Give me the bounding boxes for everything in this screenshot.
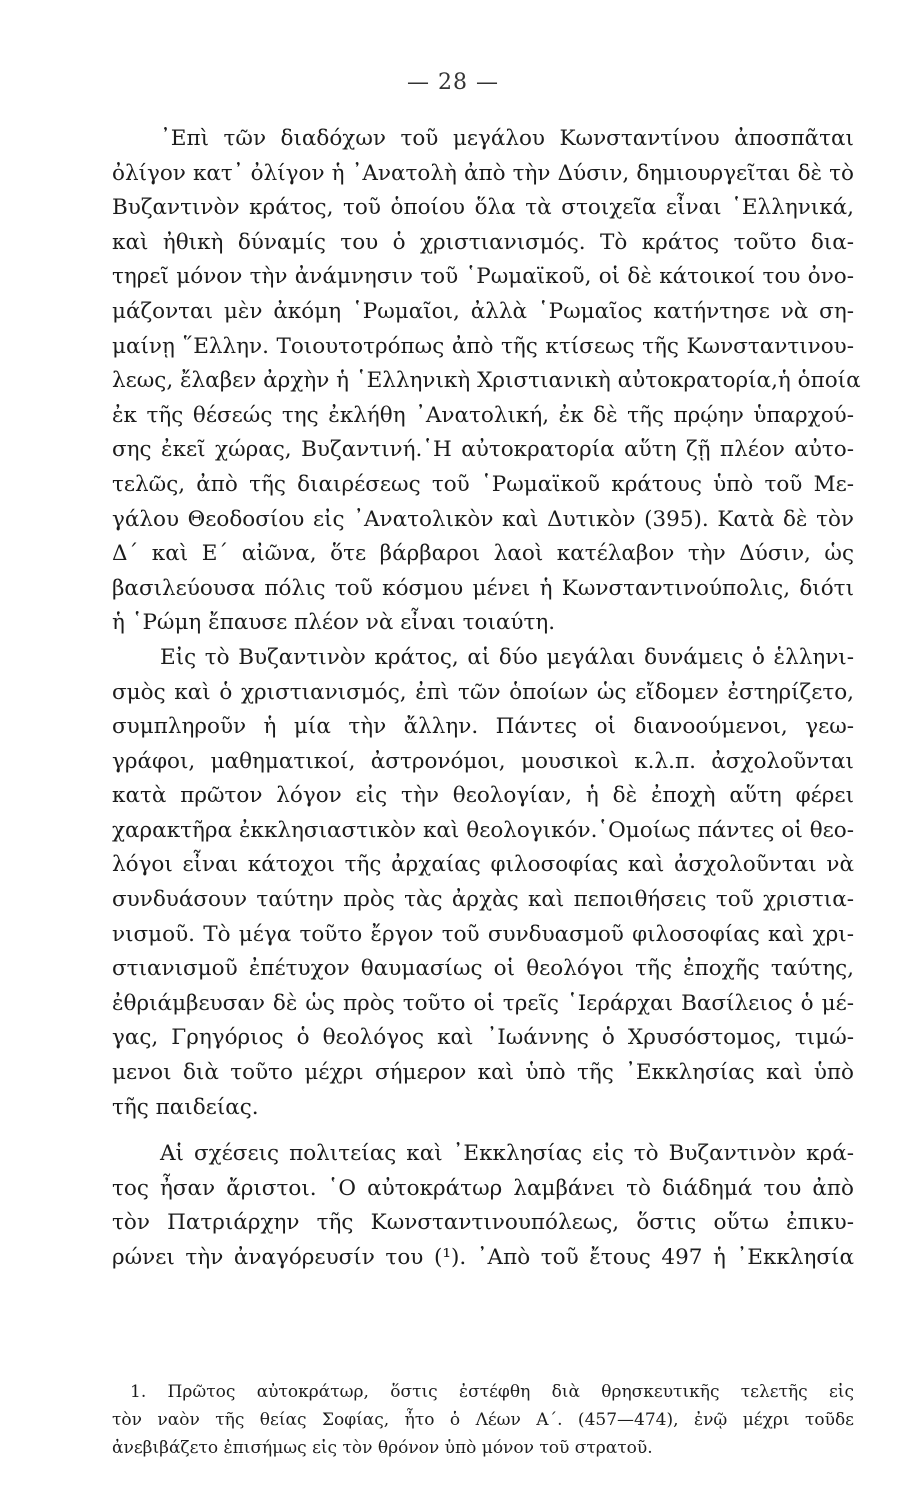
text-line: Δ´ καὶ Ε´ αἰῶνα, ὅτε βάρβαροι λαοὶ κατέλαβον τὴν Δύσιν, ὡς [112, 541, 854, 567]
body-text [112, 122, 861, 1276]
footnote-line: ἀνεβιβάζετο ἐπισήμως εἰς τὸν θρόνον ὑπὸ μόνον τοῦ στρατοῦ. [112, 1438, 653, 1458]
text-line: Βυζαντινὸν κράτος, τοῦ ὁποίου ὅλα τὰ στοιχεῖα εἶναι ῾Ελληνικά, [112, 195, 854, 221]
text-line: μενοι διὰ τοῦτο μέχρι σήμερον καὶ ὑπὸ τῆς ᾿Εκκλησίας καὶ ὑπὸ [112, 1060, 854, 1086]
text-line: τηρεῖ μόνον τὴν ἀνάμνησιν τοῦ ῾Ρωμαϊκοῦ, οἱ δὲ κάτοικοί του ὀνο- [112, 264, 854, 290]
text-line: λόγοι εἶναι κάτοχοι τῆς ἀρχαίας φιλοσοφίας καὶ ἀσχολοῦνται νὰ [112, 852, 854, 878]
text-line: τελῶς, ἀπὸ τῆς διαιρέσεως τοῦ ῾Ρωμαϊκοῦ κράτους ὑπὸ τοῦ Με- [112, 471, 854, 497]
paragraph-gap [112, 1125, 854, 1137]
text-line: τὸν Πατριάρχην τῆς Κωνσταντινουπόλεως, ὅστις οὕτω ἐπικυ- [112, 1210, 854, 1236]
text-line: ρώνει τὴν ἀναγόρευσίν του (¹). ᾿Απὸ τοῦ ἔτους 497 ἡ ᾿Εκκλησία [112, 1245, 854, 1270]
text-line: νισμοῦ. Τὸ μέγα τοῦτο ἔργον τοῦ συνδυασμοῦ φιλοσοφίας καὶ χρι- [112, 921, 854, 947]
text-line: γράφοι, μαθηματικοί, ἀστρονόμοι, μουσικοὶ κ.λ.π. ἀσχολοῦνται [112, 748, 854, 774]
footnote-line: τὸν ναὸν τῆς θείας Σοφίας, ἦτο ὁ Λέων Α΄. (457—474), ἐνῷ μέχρι τοῦδε [112, 1410, 854, 1430]
text-line: τῆς παιδείας. [112, 1094, 259, 1120]
text-line: σης ἐκεῖ χώρας, Βυζαντινή.῾Η αὐτοκρατορία αὕτη ζῇ πλέον αὐτο- [112, 437, 854, 463]
text-line: βασιλεύουσα πόλις τοῦ κόσμου μένει ἡ Κωνσταντινούπολις, διότι [112, 575, 854, 601]
text-line: Εἰς τὸ Βυζαντινὸν κράτος, αἱ δύο μεγάλαι δυνάμεις ὁ ἑλληνι- [160, 644, 854, 670]
text-line: ἐκ τῆς θέσεώς της ἐκλήθη ᾿Ανατολική, ἐκ δὲ τῆς πρῴην ὑπαρχού- [112, 402, 854, 428]
text-line: γάλου Θεοδοσίου εἰς ᾿Ανατολικὸν καὶ Δυτικὸν (395). Κατὰ δὲ τὸν [112, 506, 854, 532]
footnote-line: 1. Πρῶτος αὐτοκράτωρ, ὅστις ἐστέφθη διὰ θρησκευτικῆς τελετῆς εἰς [130, 1382, 854, 1402]
text-line: ᾿Επὶ τῶν διαδόχων τοῦ μεγάλου Κωνσταντίνου ἀποσπᾶται [160, 126, 854, 151]
text-line: ὀλίγον κατ᾿ ὀλίγον ἡ ᾿Ανατολὴ ἀπὸ τὴν Δύσιν, δημιουργεῖται δὲ τὸ [112, 160, 854, 186]
text-line: καὶ ἠθικὴ δύναμίς του ὁ χριστιανισμός. Τὸ κράτος τοῦτο δια- [112, 229, 854, 255]
text-line: Αἱ σχέσεις πολιτείας καὶ ᾿Εκκλησίας εἰς τὸ Βυζαντινὸν κρά- [160, 1141, 854, 1167]
text-line: λεως, ἔλαβεν ἀρχὴν ἡ ῾Ελληνικὴ Χριστιανικὴ αὐτοκρατορία,ἡ ὁποία [112, 368, 861, 394]
text-line: μαίνῃ ῞Ελλην. Τοιουτοτρόπως ἀπὸ τῆς κτίσεως τῆς Κωνσταντινου- [112, 333, 854, 359]
footnotes [112, 1378, 854, 1462]
text-line: τος ἦσαν ἄριστοι. ῾Ο αὐτοκράτωρ λαμβάνει τὸ διάδημά του ἀπὸ [112, 1175, 854, 1201]
text-line: ἡ ῾Ρώμη ἔπαυσε πλέον νὰ εἶναι τοιαύτη. [112, 610, 556, 636]
text-line: συνδυάσουν ταύτην πρὸς τὰς ἀρχὰς καὶ πεποιθήσεις τοῦ χριστια- [112, 887, 854, 913]
text-line: κατὰ πρῶτον λόγον εἰς τὴν θεολογίαν, ἡ δὲ ἐποχὴ αὕτη φέρει [112, 783, 854, 809]
text-line: ἐθριάμβευσαν δὲ ὡς πρὸς τοῦτο οἱ τρεῖς ῾Ιεράρχαι Βασίλειος ὁ μέ- [112, 990, 854, 1016]
text-line: συμπληροῦν ἡ μία τὴν ἄλλην. Πάντες οἱ διανοούμενοι, γεω- [112, 714, 854, 740]
text-line: γας, Γρηγόριος ὁ θεολόγος καὶ ᾿Ιωάννης ὁ Χρυσόστομος, τιμώ- [112, 1025, 854, 1051]
page-number: — 28 — [407, 70, 499, 95]
text-line: χαρακτῆρα ἐκκλησιαστικὸν καὶ θεολογικόν.῾Ομοίως πάντες οἱ θεο- [112, 817, 854, 843]
text-line: στιανισμοῦ ἐπέτυχον θαυμασίως οἱ θεολόγοι τῆς ἐποχῆς ταύτης, [112, 956, 854, 982]
text-line: σμὸς καὶ ὁ χριστιανισμός, ἐπὶ τῶν ὁποίων ὡς εἴδομεν ἐστηρίζετο, [112, 679, 854, 705]
text-line: μάζονται μὲν ἀκόμη ῾Ρωμαῖοι, ἀλλὰ ῾Ρωμαῖος κατήντησε νὰ ση- [112, 298, 854, 324]
